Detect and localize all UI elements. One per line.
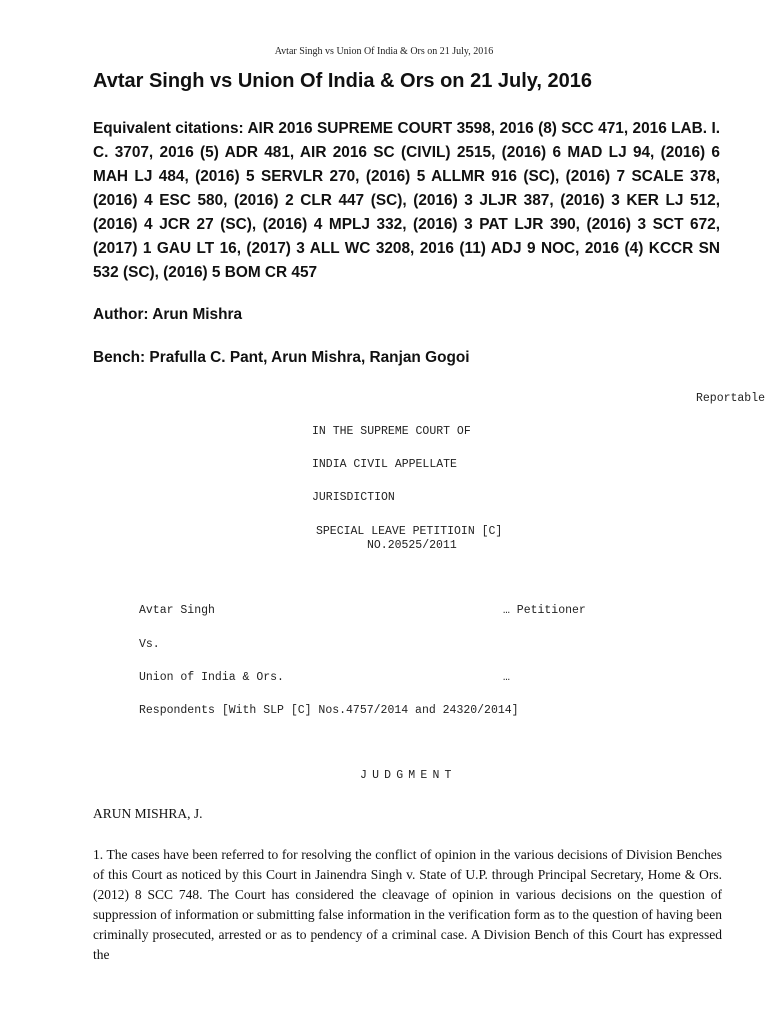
document-title: Avtar Singh vs Union Of India & Ors on 21 July, 2016 <box>93 70 593 92</box>
respondent-name: Union of India & Ors. <box>139 671 284 684</box>
court-line-3: JURISDICTION <box>312 491 395 504</box>
judge-name: ARUN MISHRA, J. <box>93 806 203 821</box>
equivalent-citations: Equivalent citations: AIR 2016 SUPREME COURT 3598, 2016 (8) SCC 471, 2016 LAB. I. C. 3707, 2016 (5) ADR 481, AIR 2016 SC (CIVIL) 2515, (2016) 6 MAD LJ 94, (2016) 6 MAH LJ 484, (2016) 5 SERVLR 270, (2016) 5 ALLMR 916 (SC), (2016) 7 SCALE 378, (2016) 4 ESC 580, (2016) 2 CLR 447 (SC), (2016) 3 JLJR 387, (2016) 3 KER LJ 512, (2016) 4 JCR 27 (SC), (2016) 4 MPLJ 332, (2016) 3 PAT LJR 390, (2016) 3 SCT 672, (2017) 1 GAU LT 16, (2017) 3 ALL WC 3208, 2016 (11) ADJ 9 NOC, 2016 (4) KCCR SN 532 (SC), (2016) 5 BOM CR 457 <box>93 120 720 281</box>
author-line: Author: Arun Mishra <box>93 306 243 323</box>
reportable-label: Reportable <box>696 392 766 405</box>
respondents-line: Respondents [With SLP [C] Nos.4757/2014 and 24320/2014] <box>139 704 519 717</box>
petitioner-role: … Petitioner <box>503 604 586 617</box>
respondent-role: … <box>503 671 510 684</box>
judgment-paragraph-1: 1. The cases have been referred to for resolving the conflict of opinion in the various decisions of Division Benches of this Court as noticed by this Court in Jainendra Singh v. State of U.P. through Principal Secretary, Home & Ors. (2012) 8 SCC 748. The Court has considered the cleavage of opinion in various decisions on the question of suppression of information or submitting false information in the verification form as to the question of having been criminally prosecuted, arrested or as to pendency of a criminal case. A Division Bench of this Court has expressed the <box>93 847 722 962</box>
court-line-1: IN THE SUPREME COURT OF <box>312 425 471 438</box>
bench-line: Bench: Prafulla C. Pant, Arun Mishra, Ranjan Gogoi <box>93 349 470 366</box>
petitioner-name: Avtar Singh <box>139 604 215 617</box>
judgment-heading: JUDGMENT <box>360 769 457 782</box>
versus-label: Vs. <box>139 638 160 651</box>
slp-title: SPECIAL LEAVE PETITIOIN [C] <box>316 525 503 538</box>
running-header: Avtar Singh vs Union Of India & Ors on 21 July, 2016 <box>274 46 494 57</box>
slp-number: NO.20525/2011 <box>367 539 457 552</box>
court-line-2: INDIA CIVIL APPELLATE <box>312 458 457 471</box>
